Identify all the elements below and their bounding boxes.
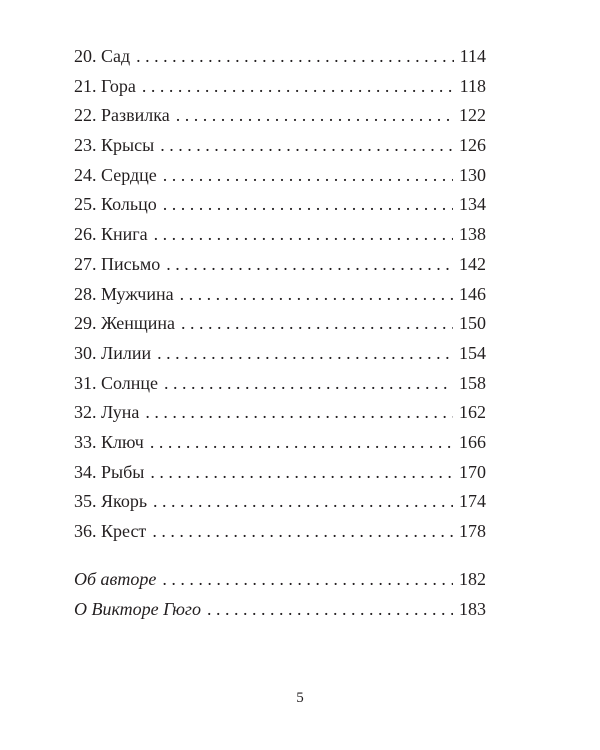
toc-entry-page: 114 (459, 46, 486, 66)
toc-entry-title: 33. Ключ (74, 431, 144, 452)
dot-leader (136, 42, 454, 72)
dot-leader (142, 72, 454, 102)
toc-entry (74, 369, 486, 399)
toc-entry (74, 487, 486, 517)
toc-entry-page: 150 (459, 313, 486, 334)
toc-entry-about-author (74, 565, 486, 595)
toc-entry-page: 162 (459, 402, 486, 423)
toc-entry-title: 28. Мужчина (74, 283, 174, 304)
table-of-contents (74, 42, 486, 547)
toc-entry-title: 29. Женщина (74, 313, 175, 334)
dot-leader (153, 487, 453, 517)
toc-entry-page: 178 (459, 521, 486, 541)
toc-entry-title: 26. Книга (74, 224, 148, 245)
toc-entry-title: 20. Сад (74, 46, 131, 66)
dot-leader (150, 428, 453, 458)
toc-entry-title: 25. Кольцо (74, 194, 157, 215)
toc-entry-page: 170 (459, 461, 486, 482)
toc-entry (74, 280, 486, 310)
toc-entry (74, 458, 486, 488)
dot-leader (154, 220, 453, 250)
toc-entry (74, 339, 486, 369)
dot-leader (145, 398, 453, 428)
dot-leader (163, 161, 453, 191)
toc-entry-page: 182 (459, 569, 486, 589)
toc-entry (74, 428, 486, 458)
page-number: 5 (296, 690, 304, 706)
toc-entry-page: 126 (459, 135, 486, 156)
toc-entry-title: 22. Развилка (74, 105, 170, 126)
toc-entry-page: 166 (459, 431, 486, 452)
toc-entry-page: 183 (459, 598, 486, 619)
toc-entry-page: 138 (459, 224, 486, 245)
toc-entry (74, 190, 486, 220)
toc-entry-page: 134 (459, 194, 486, 215)
dot-leader (181, 309, 453, 339)
toc-entry (74, 398, 486, 428)
toc-entry (74, 131, 486, 161)
toc-entry-title: 31. Солнце (74, 372, 159, 393)
toc-entry-title: О Викторе Гюго (74, 598, 201, 619)
dot-leader (166, 250, 453, 280)
dot-leader (150, 458, 453, 488)
toc-entry-title: 23. Крысы (74, 135, 155, 156)
toc-entry-page: 174 (459, 491, 486, 512)
dot-leader (157, 339, 453, 369)
toc-entry (74, 101, 486, 131)
toc-entry-title: 27. Письмо (74, 253, 161, 274)
toc-entry-title: 21. Гора (74, 75, 136, 96)
dot-leader (163, 190, 453, 220)
dot-leader (180, 280, 453, 310)
toc-entry-title: 32. Луна (74, 402, 140, 423)
dot-leader (160, 131, 453, 161)
toc-entry-page: 118 (459, 75, 486, 96)
dot-leader (152, 517, 453, 547)
toc-entry-title: 34. Рыбы (74, 461, 145, 482)
toc-entry (74, 161, 486, 191)
toc-entry (74, 42, 486, 72)
toc-entry-page: 146 (459, 283, 486, 304)
toc-entry-title: 24. Сердце (74, 164, 157, 185)
toc-entry-page: 154 (459, 342, 486, 363)
dot-leader (176, 101, 453, 131)
toc-entry-page: 142 (459, 253, 486, 274)
dot-leader (164, 369, 453, 399)
dot-leader (207, 595, 453, 625)
toc-entry-about-hugo (74, 595, 486, 625)
toc-entry (74, 517, 486, 547)
toc-entry-title: 36. Крест (74, 521, 147, 541)
toc-entry-page: 130 (459, 164, 486, 185)
toc-entry (74, 309, 486, 339)
toc-entry-page: 122 (459, 105, 486, 126)
dot-leader (162, 565, 453, 595)
toc-entry-title: Об авторе (74, 569, 157, 589)
toc-entry-title: 30. Лилии (74, 342, 152, 363)
table-of-contents-appendix (74, 565, 486, 624)
toc-entry (74, 72, 486, 102)
toc-entry-page: 158 (459, 372, 486, 393)
toc-entry (74, 220, 486, 250)
toc-entry (74, 250, 486, 280)
toc-entry-title: 35. Якорь (74, 491, 148, 512)
